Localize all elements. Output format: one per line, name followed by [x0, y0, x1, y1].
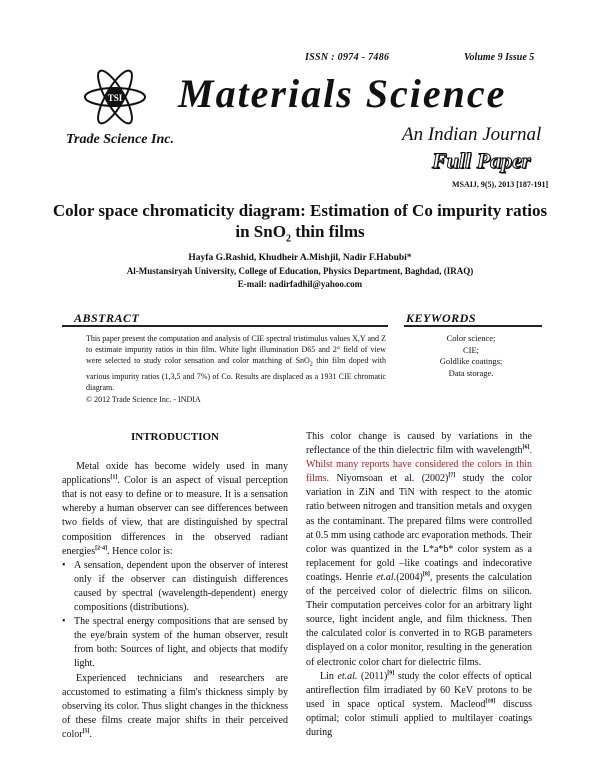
issn-label: ISSN : 0974 - 7486: [305, 52, 390, 63]
body-column-right: [306, 430, 532, 740]
copyright-line: © 2012 Trade Science Inc. - INDIA: [86, 394, 201, 404]
body-column-left: [62, 430, 288, 742]
publisher-name: Trade Science Inc.: [66, 132, 174, 147]
abstract-heading: ABSTRACT: [74, 311, 140, 325]
bullet-item: • The spectral energy compositions that are sensed by the eye/brain system of the human observer, result from both: Sources of light, and objects that modify light.: [62, 615, 288, 671]
volume-label: Volume 9 Issue 5: [464, 52, 535, 63]
contact-email: E-mail: nadirfadhil@yahoo.com: [237, 279, 363, 289]
keyword-item: Color science;: [446, 333, 496, 343]
abstract-text: This paper present the computation and analysis of CIE spectral tristimulus values X,Y and Z to estimate impurity ratios in thin film. White light illumination D65 and 2° field of view were selected to study color sensation and color matching of SnO$_2$ thin film doped with various impurity ratios (1,3,5 and 7%) of Co. Results are displaced as a 1931 CIE chromatic diagram. © 2012 Trade Science Inc. - INDIA: [86, 334, 386, 404]
tsi-atom-logo-icon: [80, 66, 150, 128]
keyword-item: Data storage.: [448, 367, 494, 378]
citation-label: MSAIJ, 9(5), 2013 [187-191]: [452, 180, 549, 189]
title-line-2: in SnO$_2$ thin films: [235, 222, 365, 245]
paragraph: Lin et.al. (2011)[9] study the color effects of optical antireflection film irradiated by 60 KeV protons to be used in space optical system. Macleod[10] discuss optimal; color stimuli applied to multilayer coatings during: [306, 670, 532, 738]
keywords-heading: KEYWORDS: [406, 311, 477, 325]
bullet-item: • A sensation, dependent upon the observer of interest only if the observer can distinguish differences caused by spectral (wavelength-dependent) energy compositions (distributions).: [62, 559, 288, 615]
author-list: Hayfa G.Rashid, Khudheir A.Mishjil, Nadir F.Habubi*: [188, 253, 412, 263]
title-line-1: Color space chromaticity diagram: Estimation of Co impurity ratios: [52, 201, 548, 220]
svg-text:TSI: TSI: [107, 93, 123, 103]
journal-name: Materials Science: [178, 71, 507, 116]
abstract-divider: [62, 325, 388, 327]
keyword-item: Goldlike coatings;: [439, 356, 503, 366]
paper-title: [0, 200, 600, 249]
paragraph: Experienced technicians and researchers are accustomed to estimating a film's thickness simply by observing its color. Thus slight changes in the thickness of these films create major shifts in their perceived color[5].: [62, 672, 288, 740]
keywords-divider: [404, 325, 542, 327]
paper-type-label: Full Paper: [432, 148, 531, 173]
journal-subtitle: An Indian Journal: [402, 124, 542, 145]
paragraph: Metal oxide has become widely used in many applications[1]. Color is an aspect of visual perception that is not easy to define or to measure. It is a sensation whereby a human observer can see differences between two fields of view, that are distinguished by spectral composition differences in the observed radiant energies[2-4]. Hence color is:: [62, 461, 288, 557]
paragraph: This color change is caused by variations in the reflectance of the thin dielectric film with wavelength[6]. Whilst many reports have considered the colors in thin films. Niyomsoan et al. (2002)[7] study the color variation in ZiN and TiN with respect to the atomic ratio between nitrogen and transition metals and oxygen as the contaminant. The prepared films were controlled at 0.5 mm using cathode arc evaporation methods. Their color was quantized in the L*a*b* color system as a replacement for gold –like coatings and indecorative coatings. Henrie et.al.(2004)[8], presents the calculation of the perceived color of dielectric films on silicon. Their computation perceives color for an arbitrary light source, light incident angle, and film thickness. Then the calculated color is converted in to RGB parameters displayed on a color monitor, resulting in the generation of electronic color chart for dielectric films.: [306, 431, 533, 668]
affiliation: Al-Mustansiryah University, College of Education, Physics Department, Baghdad, (IRAQ): [126, 266, 474, 276]
keywords-list: [406, 333, 536, 379]
keyword-item: CIE;: [462, 344, 480, 355]
introduction-heading: INTRODUCTION: [130, 431, 219, 443]
